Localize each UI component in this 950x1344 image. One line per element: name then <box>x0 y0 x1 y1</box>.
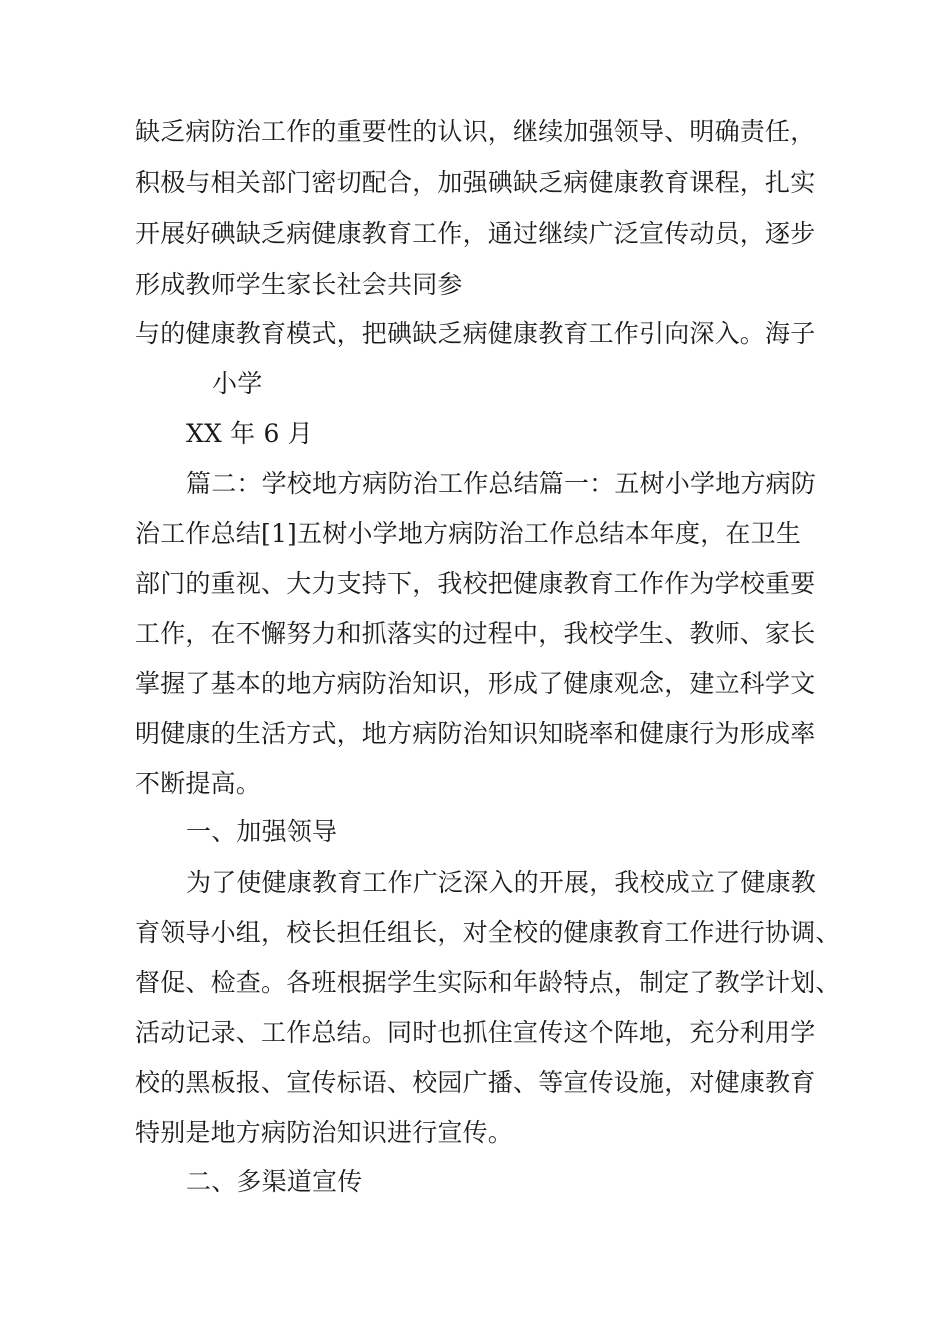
text-line: 活动记录、工作总结。同时也抓住宣传这个阵地，充分利用学 <box>135 1018 816 1047</box>
text-line: 校的黑板报、宣传标语、校园广播、等宣传设施，对健康教育 <box>135 1068 816 1097</box>
text-line: 形成教师学生家长社会共同参 <box>135 270 463 299</box>
signature-school: 小学 <box>212 369 263 398</box>
section-heading-2: 二、多渠道宣传 <box>186 1167 363 1196</box>
text-line: 工作，在不懈努力和抓落实的过程中，我校学生、教师、家长 <box>135 619 816 648</box>
text-line: 为了使健康教育工作广泛深入的开展，我校成立了健康教 <box>186 868 817 897</box>
section-heading-paragraph: 篇二：学校地方病防治工作总结篇一：五树小学地方病防 <box>186 469 817 498</box>
text-line: 开展好碘缺乏病健康教育工作，通过继续广泛宣传动员，逐步 <box>135 219 816 248</box>
text-line: 育领导小组，校长担任组长，对全校的健康教育工作进行协调、 <box>135 918 841 947</box>
section-heading-1: 一、加强领导 <box>186 817 338 846</box>
text-line: 督促、检查。各班根据学生实际和年龄特点，制定了教学计划、 <box>135 968 841 997</box>
text-line: 积极与相关部门密切配合，加强碘缺乏病健康教育课程，扎实 <box>135 168 816 197</box>
text-line: 治工作总结[1]五树小学地方病防治工作总结本年度，在卫生 <box>135 519 802 548</box>
text-line: 掌握了基本的地方病防治知识，形成了健康观念，建立科学文 <box>135 669 816 698</box>
text-line: 部门的重视、大力支持下，我校把健康教育工作作为学校重要 <box>135 569 816 598</box>
text-line: 明健康的生活方式，地方病防治知识知晓率和健康行为形成率 <box>135 719 816 748</box>
signature-date: XX 年 6 月 <box>186 419 313 448</box>
text-line: 缺乏病防治工作的重要性的认识，继续加强领导、明确责任， <box>135 117 816 146</box>
text-line: 不断提高。 <box>135 769 262 798</box>
text-line: 与的健康教育模式，把碘缺乏病健康教育工作引向深入。海子 <box>135 319 816 348</box>
text-line: 特别是地方病防治知识进行宣传。 <box>135 1118 514 1147</box>
